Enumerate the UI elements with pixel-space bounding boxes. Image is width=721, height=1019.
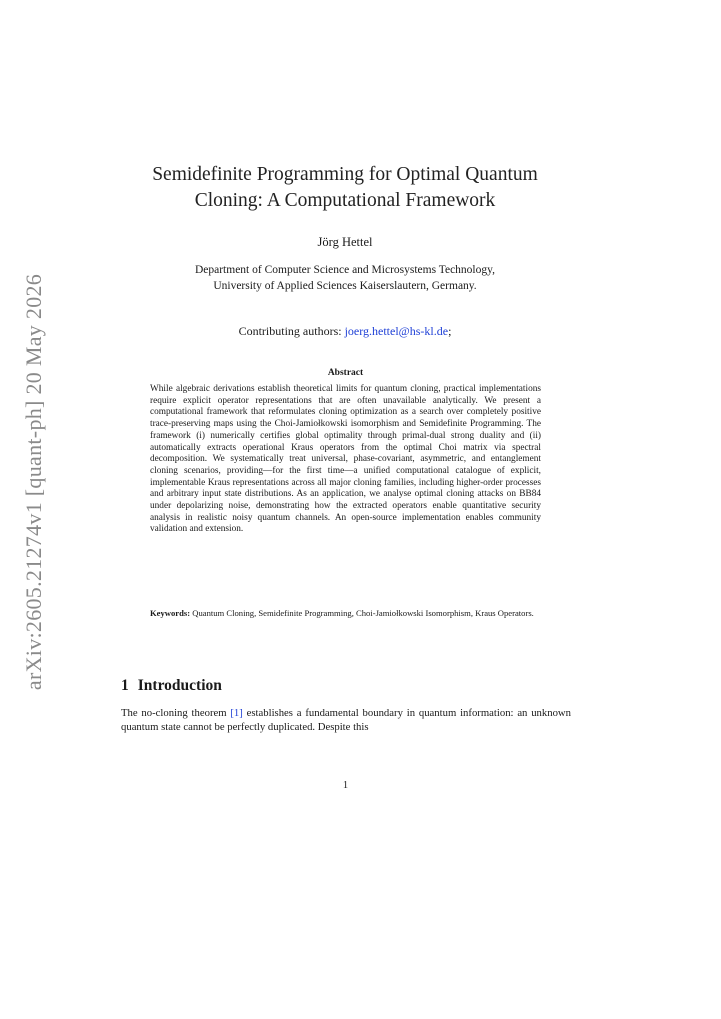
section-number: 1 bbox=[121, 677, 129, 694]
title-line-2: Cloning: A Computational Framework bbox=[194, 190, 496, 211]
author-email-link[interactable]: joerg.hettel@hs-kl.de bbox=[344, 324, 449, 338]
author-affiliation bbox=[110, 262, 580, 294]
intro-text-start: The no-cloning theorem bbox=[121, 707, 231, 719]
intro-text-end: establishes a fundamental boundary in quantum information: an unknown quantum state cannot be perfectly duplicated. Despite this bbox=[121, 707, 571, 733]
title-line-1: Semidefinite Programming for Optimal Quantum bbox=[152, 164, 538, 185]
paper-title bbox=[110, 162, 580, 214]
arxiv-identifier-stamp: arXiv:2605.21274v1 [quant-ph] 20 May 2026 bbox=[21, 273, 46, 691]
abstract-heading: Abstract bbox=[327, 368, 364, 378]
affiliation-line-2: University of Applied Sciences Kaiserslautern, Germany. bbox=[213, 280, 477, 292]
page-number: 1 bbox=[342, 780, 349, 791]
keywords-label: Keywords: bbox=[150, 608, 191, 618]
section-title: Introduction bbox=[137, 677, 222, 694]
contrib-suffix: ; bbox=[448, 324, 452, 338]
abstract-text: While algebraic derivations establish theoretical limits for quantum cloning, practical implementations require explicit operator representations that are often unavailable analytically. We present a computational framework that reformulates cloning optimization as a search over completely positive trace-preserving maps using the Choi-Jamiołkowski isomorphism and Semidefinite Programming. The framework (i) numerically certifies global optimality through primal-dual strong duality and (ii) automatically extracts operational Kraus operators from the optimal Choi matrix via spectral decomposition. We systematically treat universal, phase-covariant, asymmetric, and entanglement cloning scenarios, providing—for the first time—a unified computational catalogue of explicit, implementable Kraus representations across all major cloning families, including higher-order processes and arbitrary input state distributions. As an application, we analyse optimal cloning attacks on BB84 under depolarizing noise, demonstrating how the extracted operators enable quantitative security analysis in realistic noisy quantum channels. An open-source implementation enables community validation and extension. bbox=[150, 384, 541, 535]
author-name: Jörg Hettel bbox=[317, 235, 373, 249]
citation-link[interactable]: [1] bbox=[230, 707, 243, 719]
contrib-label: Contributing authors: bbox=[238, 324, 345, 338]
affiliation-line-1: Department of Computer Science and Microsystems Technology, bbox=[194, 264, 496, 276]
keywords-text: Quantum Cloning, Semidefinite Programming, Choi-Jamiołkowski Isomorphism, Kraus Operators. bbox=[190, 608, 534, 618]
contributing-authors bbox=[110, 324, 580, 339]
section-heading-introduction bbox=[121, 677, 222, 695]
introduction-paragraph bbox=[121, 706, 571, 734]
keywords bbox=[150, 608, 541, 620]
